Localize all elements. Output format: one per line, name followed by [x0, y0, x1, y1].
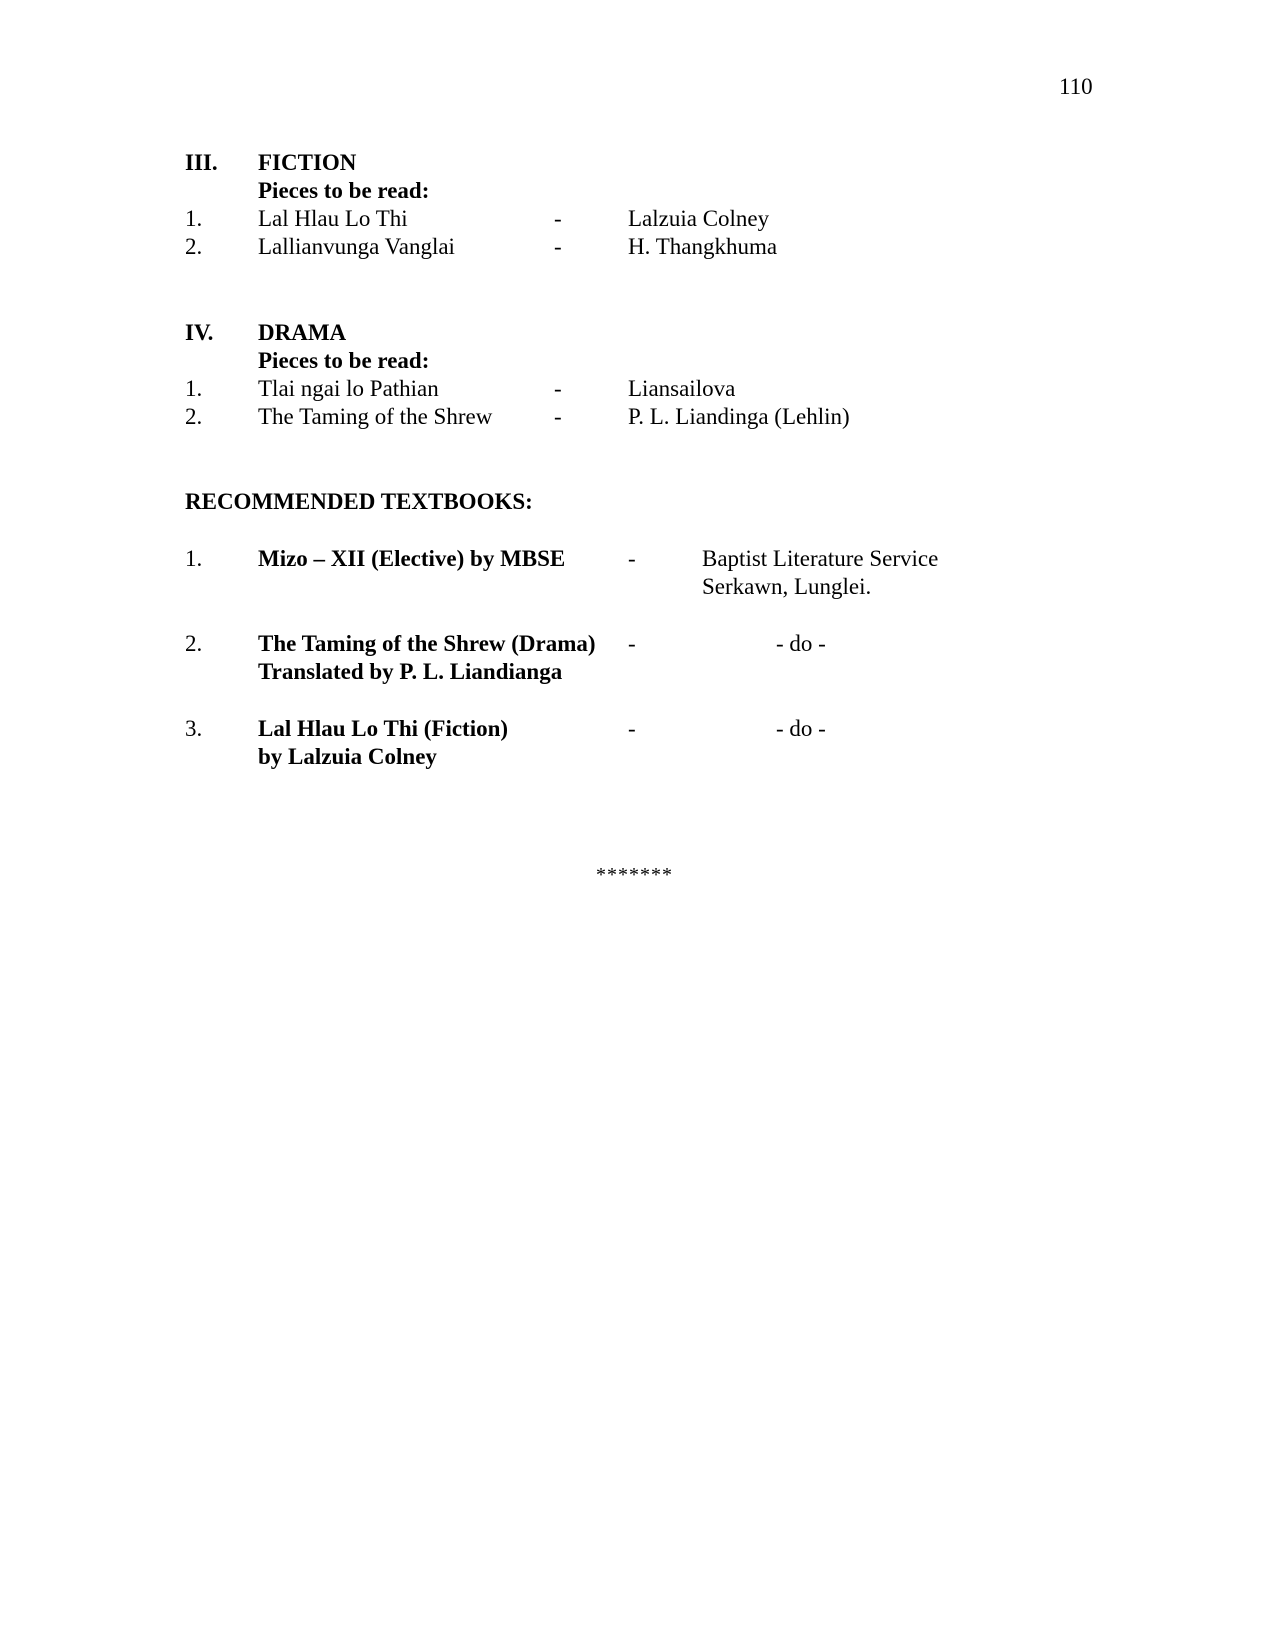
textbook-number: 2.: [185, 631, 203, 656]
item-separator: -: [554, 376, 562, 401]
item-title: Tlai ngai lo Pathian: [258, 376, 439, 401]
end-mark: *******: [596, 864, 673, 886]
item-separator: -: [554, 234, 562, 259]
item-title: Lallianvunga Vanglai: [258, 234, 455, 259]
textbook-title: The Taming of the Shrew (Drama): [258, 631, 596, 656]
textbook-separator: -: [628, 631, 636, 656]
textbook-publisher: Baptist Literature Service: [702, 546, 939, 571]
item-author: Liansailova: [628, 376, 736, 401]
textbook-publisher: - do -: [776, 716, 826, 741]
item-number: 1.: [185, 376, 203, 401]
section-title: FICTION: [258, 150, 357, 175]
item-title: Lal Hlau Lo Thi: [258, 206, 408, 231]
textbook-separator: -: [628, 716, 636, 741]
textbook-author: by Lalzuia Colney: [258, 744, 437, 769]
textbooks-heading: RECOMMENDED TEXTBOOKS:: [185, 489, 533, 514]
item-title: The Taming of the Shrew: [258, 404, 493, 429]
textbook-translator: Translated by P. L. Liandianga: [258, 659, 563, 684]
textbook-number: 1.: [185, 546, 203, 571]
section-numeral: III.: [185, 150, 218, 175]
item-number: 2.: [185, 234, 203, 259]
item-author: P. L. Liandinga (Lehlin): [628, 404, 850, 429]
textbook-publisher: - do -: [776, 631, 826, 656]
textbook-title: Lal Hlau Lo Thi (Fiction): [258, 716, 509, 741]
textbook-title: Mizo – XII (Elective) by MBSE: [258, 546, 566, 571]
section-title: DRAMA: [258, 320, 347, 345]
item-author: H. Thangkhuma: [628, 234, 778, 259]
textbook-publisher-location: Serkawn, Lunglei.: [702, 574, 872, 599]
item-separator: -: [554, 404, 562, 429]
item-separator: -: [554, 206, 562, 231]
item-author: Lalzuia Colney: [628, 206, 770, 231]
section-numeral: IV.: [185, 320, 214, 345]
section-subtitle: Pieces to be read:: [258, 348, 430, 373]
textbook-number: 3.: [185, 716, 203, 741]
section-subtitle: Pieces to be read:: [258, 178, 430, 203]
item-number: 1.: [185, 206, 203, 231]
textbook-separator: -: [628, 546, 636, 571]
page-number: 110: [1059, 74, 1093, 99]
item-number: 2.: [185, 404, 203, 429]
